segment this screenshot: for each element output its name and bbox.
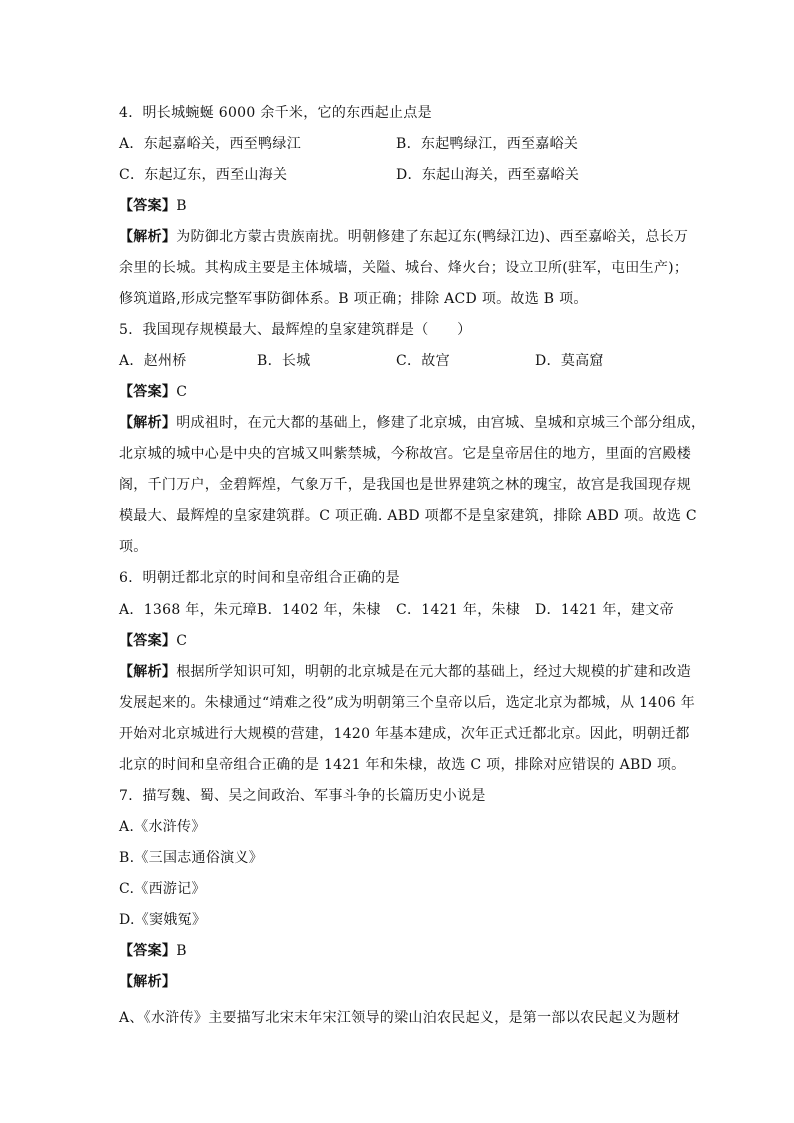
answer-tag: 【答案】 (119, 943, 177, 959)
q4-analysis-line-2: 余里的长城。其构成主要是主体城墙，关隘、城台、烽火台；设立卫所(驻军，屯田生产)； (119, 260, 689, 276)
q6-option-b: B．1402 年，朱棣 (257, 602, 381, 618)
q5-analysis-line-2: 北京城的城中心是中央的宫城又叫紫禁城，今称故宫。它是皇帝居住的地方，里面的宫殿楼 (119, 446, 691, 462)
q4-answer (119, 196, 187, 216)
q4-analysis-line-1 (119, 227, 688, 247)
analysis-tag: 【解析】 (119, 664, 177, 680)
q7-option-b: B.《三国志通俗演义》 (119, 850, 264, 866)
q6-analysis-line-1 (119, 662, 691, 682)
answer-value: C (176, 633, 188, 649)
q5-option-d: D．莫高窟 (535, 353, 604, 369)
answer-value: B (176, 198, 187, 214)
q6-option-c: C．1421 年，朱棣 (396, 602, 521, 618)
q4-option-b: B．东起鸭绿江，西至嘉峪关 (396, 136, 579, 152)
question-7-stem: 7．描写魏、蜀、吴之间政治、军事斗争的长篇历史小说是 (119, 788, 486, 804)
q6-analysis-line-3: 开始对北京城进行大规模的营建，1420 年基本建成，次年正式迁都北京。因此，明朝迁都 (119, 726, 690, 742)
q4-option-a: A．东起嘉峪关，西至鸭绿江 (119, 136, 302, 152)
answer-tag: 【答案】 (119, 633, 177, 649)
q7-answer (119, 941, 187, 961)
analysis-text: 明成祖时，在元大都的基础上，修建了北京城，由宫城、皇城和京城三个部分组成， (176, 415, 706, 431)
answer-tag: 【答案】 (119, 198, 177, 214)
q5-answer (119, 382, 187, 402)
q4-analysis-line-3: 修筑道路,形成完整军事防御体系。B 项正确；排除 ACD 项。故选 B 项。 (119, 291, 588, 307)
q6-option-a: A．1368 年，朱元璋 (119, 602, 257, 618)
q5-option-a: A．赵州桥 (119, 353, 187, 369)
question-4-stem: 4．明长城蜿蜒 6000 余千米，它的东西起止点是 (119, 105, 432, 121)
q5-analysis-line-3: 阁，千门万户，金碧辉煌，气象万千，是我国也是世界建筑之林的瑰宝，故宫是我国现存规 (119, 477, 691, 493)
analysis-tag: 【解析】 (119, 415, 177, 431)
analysis-tag: 【解析】 (119, 229, 177, 245)
q5-analysis-line-1 (119, 413, 705, 433)
answer-tag: 【答案】 (119, 384, 177, 400)
q6-analysis-line-4: 北京的时间和皇帝组合正确的是 1421 年和朱棣，故选 C 项，排除对应错误的 ABD 项。 (119, 757, 686, 773)
q5-option-b: B．长城 (257, 353, 311, 369)
q6-analysis-line-2: 发展起来的。朱棣通过“靖难之役”成为明朝第三个皇帝以后，选定北京为都城，从 1406 年 (119, 695, 696, 711)
q7-analysis-heading (119, 972, 176, 992)
q6-option-d: D．1421 年，建文帝 (535, 602, 674, 618)
q7-option-c: C.《西游记》 (119, 881, 206, 897)
question-5-stem: 5．我国现存规模最大、最辉煌的皇家建筑群是（ ） (119, 322, 472, 338)
q5-option-c: C．故宫 (396, 353, 450, 369)
q4-option-d: D．东起山海关，西至嘉峪关 (396, 167, 580, 183)
analysis-text: 根据所学知识可知，明朝的北京城是在元大都的基础上，经过大规模的扩建和改造 (176, 664, 692, 680)
answer-value: B (176, 943, 187, 959)
q5-analysis-line-4: 模最大、最辉煌的皇家建筑群。C 项正确. ABD 项都不是皇家建筑，排除 ABD 项。故选 C (119, 508, 697, 524)
analysis-tag: 【解析】 (119, 974, 177, 990)
q7-analysis-line-1: A、《水浒传》主要描写北宋末年宋江领导的梁山泊农民起义，是第一部以农民起义为题材 (119, 1010, 681, 1026)
analysis-text: 为防御北方蒙古贵族南扰。明朝修建了东起辽东(鸭绿江边)、西至嘉峪关，总长万 (176, 229, 689, 245)
question-6-stem: 6．明朝迁都北京的时间和皇帝组合正确的是 (119, 570, 400, 586)
q7-option-d: D.《窦娥冤》 (119, 912, 207, 928)
q7-option-a: A.《水浒传》 (119, 819, 206, 835)
q5-analysis-line-5: 项。 (119, 539, 148, 555)
q6-answer (119, 631, 187, 651)
q4-option-c: C．东起辽东，西至山海关 (119, 167, 288, 183)
answer-value: C (176, 384, 188, 400)
